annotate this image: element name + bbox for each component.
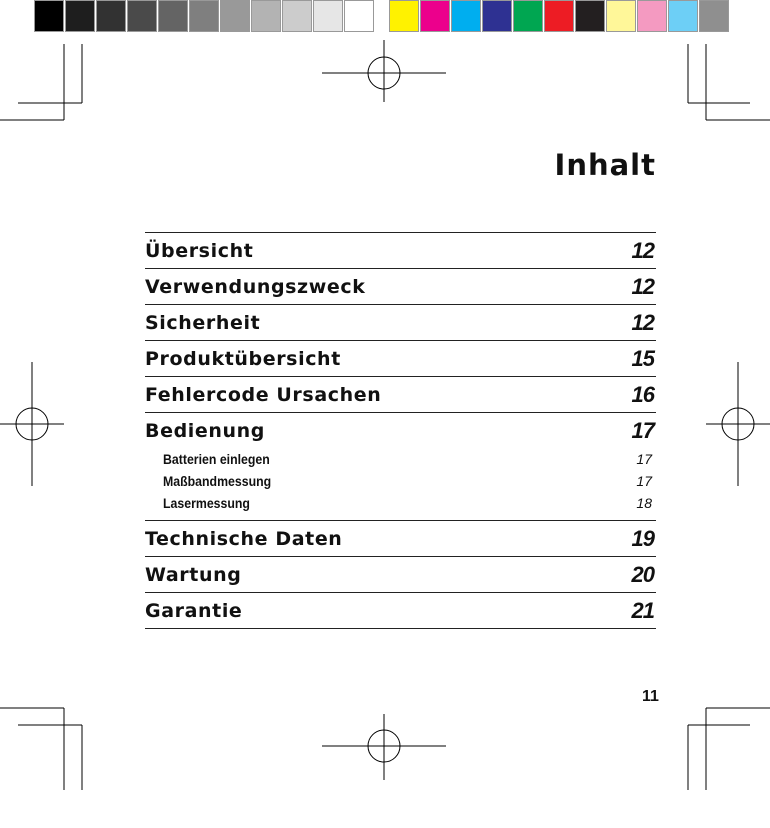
registration-target-right	[706, 362, 770, 486]
toc-entry-label: Produktübersicht	[145, 347, 341, 370]
toc-entry[interactable]	[145, 376, 656, 412]
toc-entry-label: Bedienung	[145, 419, 265, 442]
toc-entry-page: 17	[631, 417, 654, 443]
table-of-contents	[145, 232, 656, 629]
registration-target-left	[0, 362, 64, 486]
toc-subentry[interactable]	[145, 470, 656, 492]
toc-entry-page: 12	[631, 309, 654, 335]
registration-target-bottom	[322, 714, 446, 780]
toc-subentry-page: 18	[636, 495, 652, 511]
toc-entry[interactable]	[145, 592, 656, 629]
toc-entry-label: Fehlercode Ursachen	[145, 383, 382, 406]
toc-entry-page: 12	[631, 273, 654, 299]
page-number: 11	[642, 688, 659, 705]
toc-entry-page: 16	[631, 381, 654, 407]
toc-entry-label: Übersicht	[145, 239, 254, 262]
toc-subentry-label: Lasermessung	[163, 495, 250, 511]
toc-entry-label: Sicherheit	[145, 311, 261, 334]
toc-entry[interactable]	[145, 340, 656, 376]
toc-subentry-page: 17	[636, 451, 652, 467]
toc-entry-page: 15	[631, 345, 654, 371]
toc-entry[interactable]	[145, 268, 656, 304]
toc-subentry-page: 17	[636, 473, 652, 489]
toc-subentry-label: Maßbandmessung	[163, 473, 272, 489]
toc-entry-label: Technische Daten	[145, 527, 343, 550]
toc-entry-page: 20	[631, 561, 654, 587]
toc-entry-page: 21	[631, 597, 654, 623]
toc-entry[interactable]	[145, 556, 656, 592]
toc-entry[interactable]	[145, 520, 656, 556]
toc-subentry[interactable]	[145, 448, 656, 470]
toc-entry[interactable]	[145, 304, 656, 340]
toc-entry-label: Wartung	[145, 563, 242, 586]
registration-target-top	[322, 40, 446, 102]
toc-subentry-label: Batterien einlegen	[163, 451, 270, 467]
toc-entry-label: Verwendungszweck	[145, 275, 366, 298]
toc-entry[interactable]	[145, 232, 656, 268]
toc-entry-label: Garantie	[145, 599, 243, 622]
toc-subentry[interactable]	[145, 492, 656, 514]
toc-entry-page: 12	[631, 237, 654, 263]
toc-entry[interactable]	[145, 412, 656, 520]
toc-entry-page: 19	[631, 525, 654, 551]
page-title: Inhalt	[554, 148, 656, 182]
